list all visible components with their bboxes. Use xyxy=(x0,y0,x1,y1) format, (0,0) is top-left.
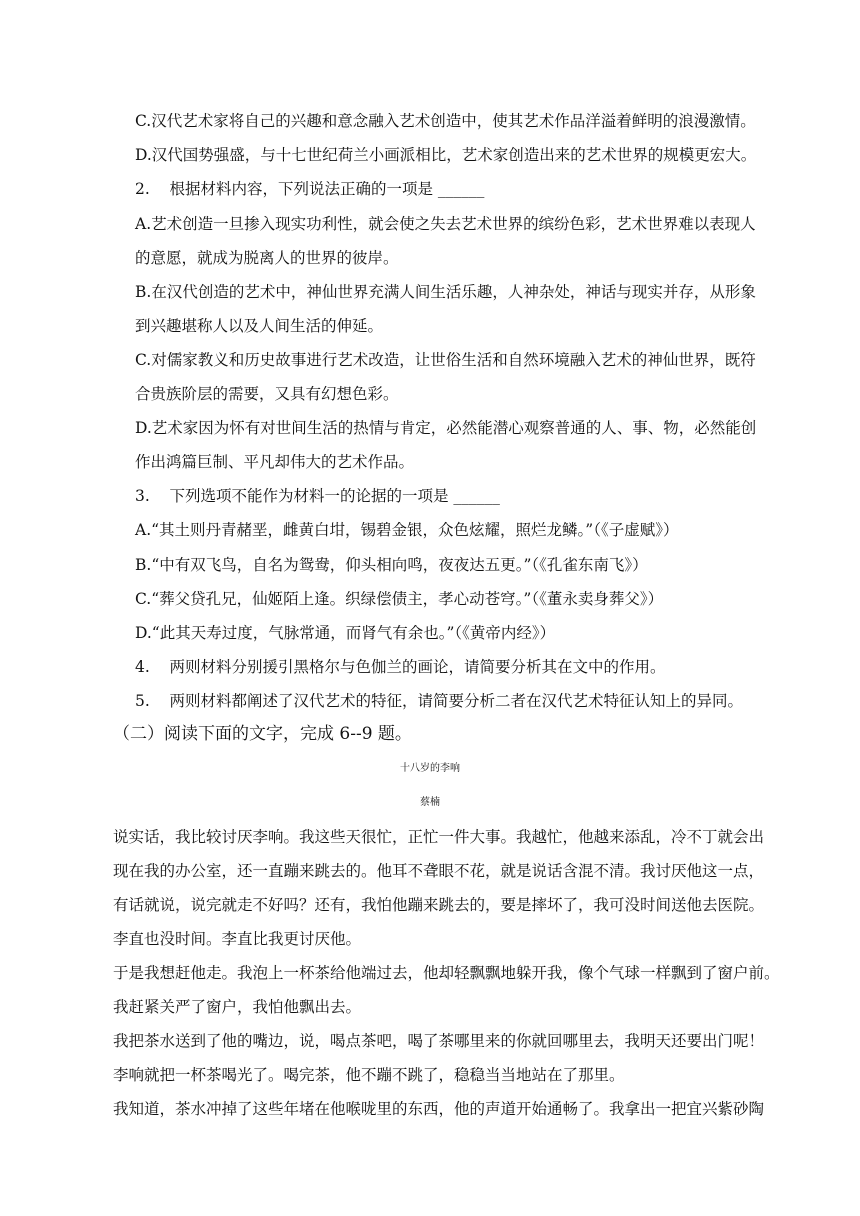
option-c-q1: C.汉代艺术家将自己的兴趣和意念融入艺术创造中，使其艺术作品洋溢着鲜明的浪漫激情。 xyxy=(135,112,756,130)
option-c-q2-line2: 合贵族阶层的需要，又具有幻想色彩。 xyxy=(135,385,399,403)
option-a-q2-line1: A.艺术创造一旦掺入现实功利性，就会使之失去艺术世界的缤纷色彩，艺术世界难以表现人 xyxy=(135,215,756,233)
story-title: 十八岁的李响 xyxy=(400,763,460,774)
option-c-q2-line1: C.对儒家教义和历史故事进行艺术改造，让世俗生活和自然环境融入艺术的神仙世界，既符 xyxy=(135,351,756,369)
story-paragraph-line: 我知道，茶水冲掉了这些年堵在他喉咙里的东西，他的声道开始通畅了。我拿出一把宜兴紫砂陶 xyxy=(113,1100,765,1118)
story-paragraph-line: 说实话，我比较讨厌李响。我这些天很忙，正忙一件大事。我越忙，他越来添乱，冷不丁就会出 xyxy=(113,828,765,846)
story-paragraph-line: 我赶紧关严了窗户，我怕他飘出去。 xyxy=(113,998,362,1016)
story-paragraph-line: 李响就把一杯茶喝光了。喝完茶，他不蹦不跳了，稳稳当当地站在了那里。 xyxy=(113,1066,625,1084)
story-paragraph-line: 于是我想赶他走。我泡上一杯茶给他端过去，他却轻飘飘地躲开我，像个气球一样飘到了窗户前。 xyxy=(113,964,780,982)
question-2: 2. 根据材料内容，下列说法正确的一项是 ______ xyxy=(135,180,485,198)
option-d-q2-line2: 作出鸿篇巨制、平凡却伟大的艺术作品。 xyxy=(135,453,415,471)
story-paragraph-line: 李直也没时间。李直比我更讨厌他。 xyxy=(113,930,362,948)
section-heading: （二）阅读下面的文字，完成 6--9 题。 xyxy=(113,724,412,744)
story-paragraph-line: 有话就说，说完就走不好吗？还有，我怕他蹦来跳去的，要是摔坏了，我可没时间送他去医院。 xyxy=(113,896,765,914)
story-paragraph-line: 我把茶水送到了他的嘴边，说，喝点茶吧，喝了茶哪里来的你就回哪里去，我明天还要出门呢！ xyxy=(113,1032,765,1050)
option-a-q3: A.“其土则丹青赭垩，雌黄白坩，锡碧金银，众色炫耀，照烂龙鳞。”（《子虚赋》） xyxy=(135,521,679,539)
story-paragraph-line: 现在我的办公室，还一直蹦来跳去的。他耳不聋眼不花，就是说话含混不清。我讨厌他这一点， xyxy=(113,862,765,880)
option-a-q2-line2: 的意愿，就成为脱离人的世界的彼岸。 xyxy=(135,249,399,267)
question-3: 3. 下列选项不能作为材料一的论据的一项是 ______ xyxy=(135,487,500,505)
option-b-q2-line2: 到兴趣堪称人以及人间生活的伸延。 xyxy=(135,317,384,335)
option-b-q3: B.“中有双飞鸟，自名为鸳鸯，仰头相向鸣，夜夜达五更。”（《孔雀东南飞》） xyxy=(135,556,648,574)
option-d-q3: D.“此其天寿过度，气脉常通，而肾气有余也。”（《黄帝内经》） xyxy=(135,624,556,642)
story-author: 蔡楠 xyxy=(420,797,440,808)
question-4: 4. 两则材料分别援引黑格尔与色伽兰的画论，请简要分析其在文中的作用。 xyxy=(135,658,666,676)
option-d-q1: D.汉代国势强盛，与十七世纪荷兰小画派相比，艺术家创造出来的艺术世界的规模更宏大。 xyxy=(135,146,757,164)
option-c-q3: C.“葬父贷孔兄，仙姬陌上逢。织绿偿债主，孝心动苍穹。”（《董永卖身葬父》） xyxy=(135,590,664,608)
option-d-q2-line1: D.艺术家因为怀有对世间生活的热情与肯定，必然能潜心观察普通的人、事、物，必然能创 xyxy=(135,419,757,437)
option-b-q2-line1: B.在汉代创造的艺术中，神仙世界充满人间生活乐趣，人神杂处，神话与现实并存，从形象 xyxy=(135,283,756,301)
question-5: 5. 两则材料都阐述了汉代艺术的特征，请简要分析二者在汉代艺术特征认知上的异同。 xyxy=(135,692,743,710)
